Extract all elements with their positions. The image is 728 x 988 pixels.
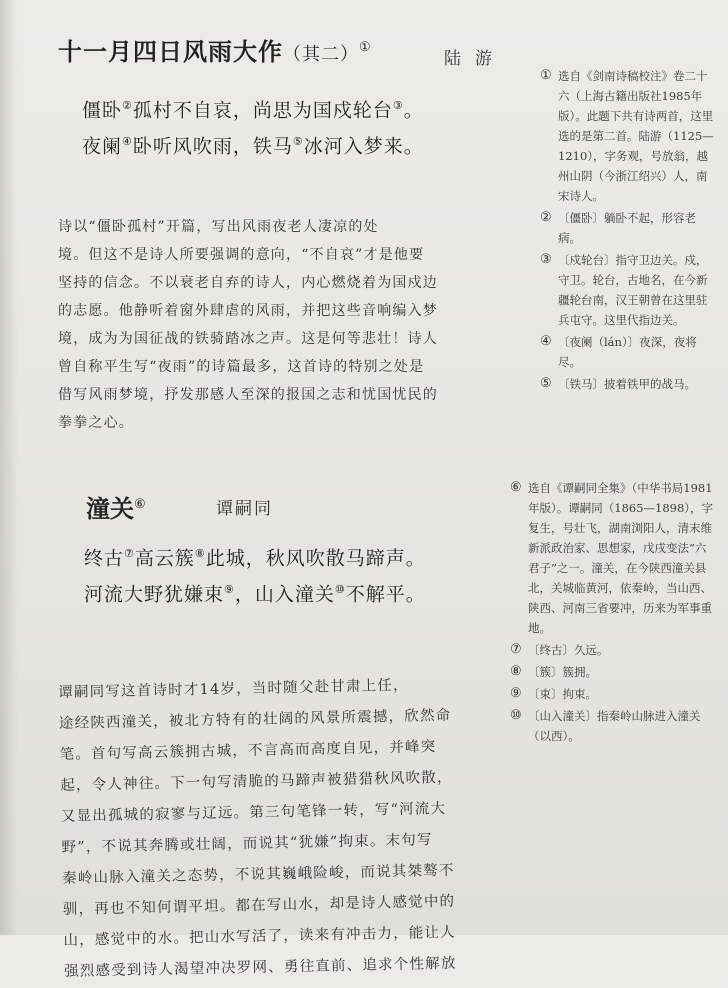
footnote-text: 〔终古〕久远。 <box>528 643 609 657</box>
footnote-text: 〔僵卧〕躺卧不起，形容老病。 <box>558 211 696 245</box>
footnote-mark: ⑨ <box>510 686 522 701</box>
verse-text: 卧听风吹雨，铁马 <box>132 135 293 158</box>
commentary-line: 诗以“僵卧孤村”开篇，写出风雨夜老人凄凉的处 <box>58 219 379 235</box>
footnote <box>510 478 715 638</box>
verse-text: 此城，秋风吹散马蹄声。 <box>205 547 426 570</box>
footnote <box>510 662 715 682</box>
commentary-line: 借写风雨梦境，抒发那感人至深的报国之志和忧国忧民的 <box>58 387 438 403</box>
note-mark: ⑩ <box>334 583 346 597</box>
commentary-line: 驯，再也不知何谓平坦。都在写山水，却是诗人感觉中的 <box>62 893 456 918</box>
note-mark: ⑧ <box>194 547 206 560</box>
footnote-text: 〔铁马〕披着铁甲的战马。 <box>558 377 696 391</box>
footnote <box>510 706 715 746</box>
footnote <box>540 208 715 248</box>
page-edge-shadow <box>0 0 18 935</box>
footnote <box>540 332 715 372</box>
commentary-line: 途经陕西潼关，被北方特有的壮阔的风景所震撼，欣然命 <box>58 707 452 732</box>
footnote-text: 〔山入潼关〕指秦岭山脉进入潼关（以西）。 <box>528 709 701 743</box>
poem2-title: 潼关 <box>86 494 134 523</box>
poem1-title: 十一月四日风雨大作 <box>58 37 283 66</box>
footnote <box>510 640 715 660</box>
commentary-line: 山，感觉中的水。把山水写活了，读来有冲击力，能让人 <box>63 924 457 949</box>
footnote-mark: ⑤ <box>540 376 552 391</box>
footnote-text: 〔束〕拘束。 <box>528 687 597 701</box>
footnote-mark: ② <box>540 210 552 225</box>
footnote-mark: ⑩ <box>510 708 522 723</box>
commentary-line: 秦岭山脉入潼关之态势，不说其巍峨险峻，而说其桀骜不 <box>62 862 455 887</box>
note-mark: ⑤ <box>292 135 304 149</box>
commentary-line: 笔。首句写高云簇拥古城，不言高而高度自见，并峰突 <box>59 739 437 763</box>
commentary-line: 拳拳之心。 <box>58 415 134 431</box>
poem1-line <box>82 126 424 162</box>
verse-text: 冰河入梦来。 <box>303 135 424 158</box>
verse-text: ，山入潼关 <box>234 583 335 606</box>
poem1-title-line <box>58 32 372 67</box>
poem2-commentary <box>58 669 504 988</box>
poem2-line <box>84 574 426 610</box>
verse-text: 终古 <box>84 547 125 570</box>
footnote <box>540 66 715 206</box>
verse-text: 河流大野犹嫌束 <box>84 583 225 606</box>
note-mark: ④ <box>122 135 133 149</box>
commentary-line: 坚持的信念。不以衰老自弃的诗人，内心燃烧着为国戍边 <box>58 275 438 291</box>
footnote-mark: ⑥ <box>510 480 522 495</box>
poem1-subtitle: （其二） <box>283 44 359 65</box>
verse-text: 夜阑 <box>82 135 123 158</box>
commentary-line: 强烈感受到诗人渴望冲决罗网、勇往直前、追求个性解放 <box>63 955 457 980</box>
footnote-mark: ④ <box>540 334 552 349</box>
poem1-commentary <box>58 213 498 437</box>
footnote-mark: ⑧ <box>510 664 522 679</box>
poem1-author: 陆游 <box>444 49 506 69</box>
poem2-title-note-mark: ⑥ <box>134 497 146 512</box>
poem2-footnotes <box>510 478 715 748</box>
commentary-line: 曾自称平生写“夜雨”的诗篇最多，这首诗的特别之处是 <box>58 359 425 375</box>
footnote-mark: ③ <box>540 252 552 267</box>
commentary-line: 又显出孤城的寂寥与辽远。第三句笔锋一转，写“河流大 <box>60 800 447 825</box>
verse-text: 。 <box>403 99 424 122</box>
poem1-line <box>82 90 424 126</box>
footnote-mark: ⑦ <box>510 642 522 657</box>
poem2-verse <box>84 538 426 611</box>
note-mark: ③ <box>392 99 404 112</box>
note-mark: ⑨ <box>224 583 235 597</box>
footnote-text: 〔夜阑（lán）〕夜深，夜将尽。 <box>558 335 697 369</box>
note-mark: ② <box>122 99 133 112</box>
poem2-author: 谭嗣同 <box>216 499 273 519</box>
poem2-line <box>84 538 426 574</box>
verse-text: 孤村不自哀，尚思为国戍轮台 <box>132 99 393 122</box>
commentary-line: 野”，不说其奔腾或壮阔，而说其“犹嫌”拘束。末句写 <box>61 832 433 856</box>
footnote-text: 选自《谭嗣同全集》（中华书局1981年版）。谭嗣同（1865—1898），字复生，号壮飞，湖南浏阳人，清末维新派政治家、思想家，戊戌变法“六君子”之一。潼关，在今陕西潼关县北，关城临黄河，依秦岭，当山西、陕西、河南三省要冲，历来为军事重地。 <box>528 481 714 635</box>
poem1-title-note-mark: ① <box>359 40 372 55</box>
footnote <box>540 250 715 330</box>
footnote-text: 〔簇〕簇拥。 <box>528 665 597 679</box>
poem2-title-line <box>86 489 146 524</box>
poem1-verse <box>82 90 424 163</box>
commentary-line: 起，令人神往。下一句写清脆的马蹄声被猎猎秋风吹散， <box>60 769 453 794</box>
footnote <box>510 684 715 704</box>
footnote-text: 〔戍轮台〕指守卫边关。戍，守卫。轮台，古地名，在今新疆轮台南，汉王朝曾在这里驻兵屯守。这里代指边关。 <box>558 253 708 327</box>
commentary-line: 境，成为为国征战的铁骑踏冰之声。这是何等悲壮！诗人 <box>58 331 438 347</box>
verse-text: 不解平。 <box>345 583 426 606</box>
verse-text: 高云簇 <box>134 547 195 570</box>
footnote-text: 选自《剑南诗稿校注》卷二十六（上海古籍出版社1985年版）。此题下共有诗两首，这里选的是第二首。陆游（1125—1210），字务观，号放翁，越州山阴（今浙江绍兴）人，南宋诗人。 <box>558 69 714 203</box>
commentary-line: 的志愿。他静听着窗外肆虐的风雨，并把这些音响编入梦 <box>58 303 438 319</box>
footnote <box>540 374 715 394</box>
commentary-line: 境。但这不是诗人所要强调的意向，“不自哀”才是他要 <box>58 247 425 263</box>
commentary-line: 谭嗣同写这首诗时才14岁，当时随父赴甘肃上任， <box>58 677 409 701</box>
verse-text: 僵卧 <box>82 99 123 122</box>
note-mark: ⑦ <box>124 547 135 560</box>
poem1-footnotes <box>540 66 715 396</box>
footnote-mark: ① <box>540 68 552 83</box>
